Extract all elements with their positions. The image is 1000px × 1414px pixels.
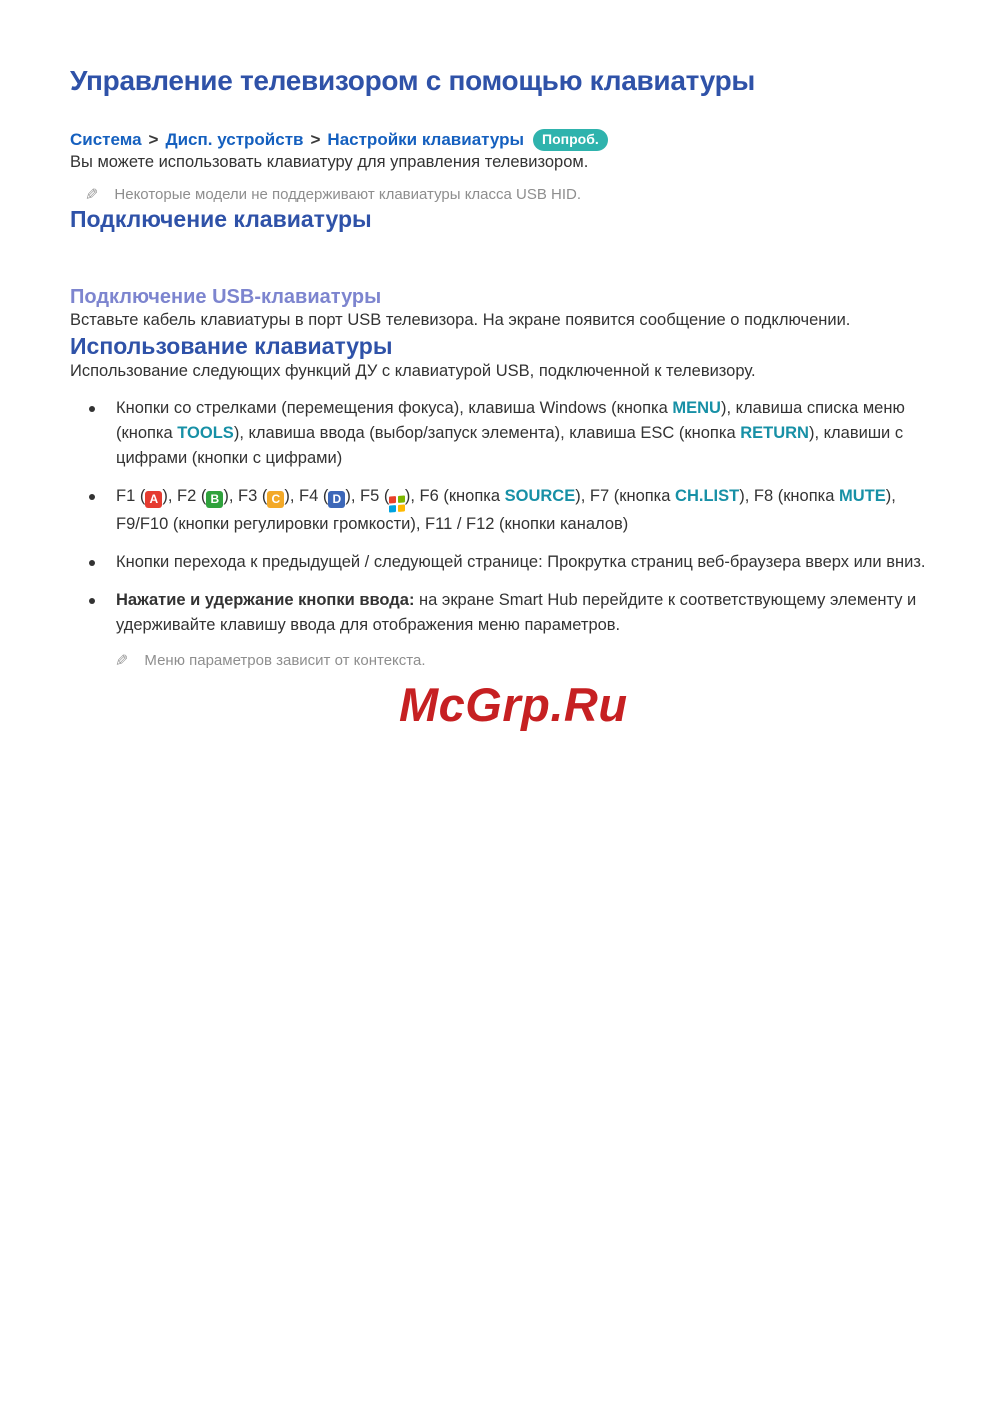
subsection-heading-connect-usb-keyboard: Подключение USB-клавиатуры [70,286,382,308]
bullet-icon [89,598,95,604]
note-context-menu [100,650,930,671]
list-item-page-keys [70,550,930,575]
note-text: Меню параметров зависит от контекста. [144,651,426,669]
list-item-hold-enter-key [70,588,930,638]
text-segment: ), клавиши с цифрами (кнопки с цифрами) [116,424,904,467]
intro-text: Вы можете использовать клавиатуру для управления телевизором. [70,153,589,171]
watermark: McGrp.Ru [399,678,628,731]
breadcrumb [70,129,930,151]
breadcrumb-item-keyboard-settings: Настройки клавиатуры [327,130,525,149]
text-segment: MENU [672,399,721,417]
list-item-navigation-keys [70,396,930,471]
bullet-icon [89,494,95,500]
fn-key-badge-b: B [206,491,223,508]
text-segment: ), F7 (кнопка [575,487,676,505]
text-segment: Кнопки перехода к предыдущей / следующей странице: Прокрутка страниц веб-браузера вверх или вниз. [116,552,926,571]
list-item-text [116,396,930,471]
list-item-function-keys [70,484,930,537]
bullet-icon [89,560,95,566]
text-segment: F1 ( [116,487,146,505]
section-heading-connect-keyboard: Подключение клавиатуры [70,206,372,232]
pencil-icon: ✎ [115,650,129,670]
text-segment: RETURN [740,424,809,442]
breadcrumb-item-device-manager: Дисп. устройств [165,130,304,149]
text-segment: CH.LIST [675,487,740,505]
text-segment: ), клавиша ввода (выбор/запуск элемента), клавиша ESC (кнопка [233,424,741,442]
text-segment: ), F9/F10 (кнопки регулировки громкости), F11 / F12 (кнопки каналов) [116,487,896,533]
text-segment: ), F3 ( [223,487,268,505]
breadcrumb-separator: > [148,130,159,149]
use-keyboard-text: Использование следующих функций ДУ с клавиатурой USB, подключенной к телевизору. [70,362,756,380]
text-segment: ), F4 ( [284,487,329,505]
fn-key-badge-d: D [328,491,345,508]
bullet-icon [89,406,95,412]
note-text: Некоторые модели не поддерживают клавиатуры класса USB HID. [114,186,582,203]
text-segment: Нажатие и удержание кнопки ввода: [116,590,415,609]
list-item-text [116,588,930,638]
breadcrumb-separator: > [310,130,321,149]
list-item-text [116,484,930,537]
text-segment: ), F6 (кнопка [404,487,505,505]
fn-key-badge-c: C [267,491,284,508]
section-heading-use-keyboard: Использование клавиатуры [70,333,393,359]
breadcrumb-item-system: Система [70,130,142,149]
text-segment: TOOLS [177,424,234,442]
page-title: Управление телевизором с помощью клавиатуры [70,65,756,96]
pencil-icon: ✎ [85,185,99,204]
text-segment: на экране Smart Hub перейдите к соответствующему элементу и удерживайте клавишу ввода для отображения меню параметров. [116,590,917,634]
usb-connect-text: Вставьте кабель клавиатуры в порт USB телевизора. На экране появится сообщение о подключении. [70,311,851,329]
text-segment: ), F5 ( [345,487,390,505]
text-segment: ), F2 ( [162,487,207,505]
try-now-badge: Попроб. [533,129,608,151]
text-segment: SOURCE [504,487,576,505]
text-segment: Кнопки со стрелками (перемещения фокуса), клавиша Windows (кнопка [116,399,673,417]
list-item-text [116,550,930,575]
fn-key-badge-a: A [145,491,162,508]
note-usb-hid [70,184,930,205]
text-segment: MUTE [839,487,886,505]
text-segment: ), клавиша списка меню (кнопка [116,399,905,442]
windows-logo-icon [389,495,405,512]
text-segment: ), F8 (кнопка [739,487,839,505]
keyboard-functions-list [70,396,930,638]
